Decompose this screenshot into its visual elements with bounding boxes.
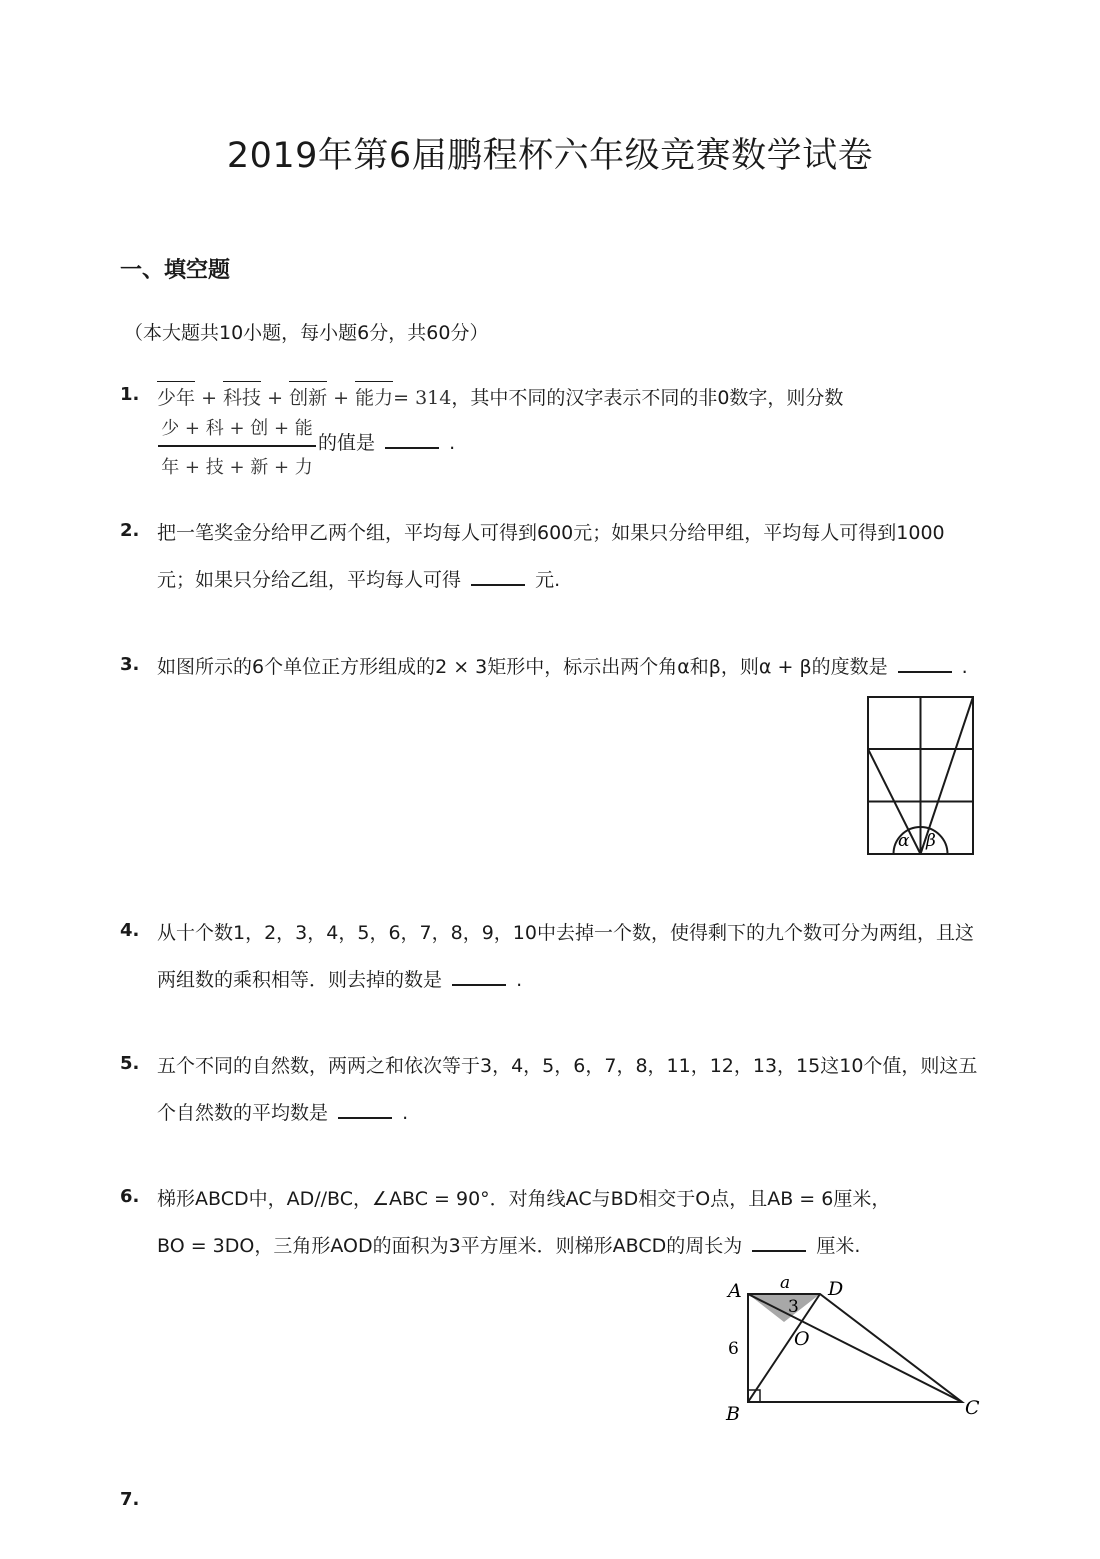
plus-sign: +: [267, 387, 284, 409]
question-text: 梯形ABCD中，AD//BC，∠ABC = 90°．对角线AC与BD相交于O点，且AB = 6厘米，: [157, 1188, 891, 1210]
question-text: 如图所示的6个单位正方形组成的2 × 3矩形中，标示出两个角α和β，则α + β的度数是: [157, 656, 888, 678]
area-label: 3: [788, 1297, 799, 1317]
period: .: [402, 1102, 409, 1124]
point-label-o: O: [794, 1328, 810, 1350]
plus-sign: +: [201, 387, 217, 409]
trapezoid-figure: [718, 1270, 990, 1430]
question-2-line2: [157, 565, 560, 592]
fraction: [158, 414, 316, 479]
question-text: BO = 3DO，三角形AOD的面积为3平方厘米．则梯形ABCD的周长为: [157, 1235, 743, 1257]
alpha-label: α: [898, 831, 910, 851]
section-heading: 一、填空题: [120, 258, 231, 283]
vertex-label-d: D: [828, 1278, 844, 1300]
question-6-line2: [157, 1231, 860, 1258]
answer-blank[interactable]: [898, 655, 952, 673]
question-1-equation: [157, 381, 843, 410]
question-text: 个自然数的平均数是: [157, 1102, 329, 1124]
side-label-a: a: [780, 1273, 791, 1293]
question-text: 两组数的乘积相等．则去掉的数是: [157, 969, 443, 991]
answer-blank[interactable]: [338, 1101, 392, 1119]
question-5-line2: [157, 1098, 408, 1125]
question-text: 五个不同的自然数，两两之和依次等于3，4，5，6，7，8，11，12，13，15这10个值，则这五: [157, 1055, 978, 1077]
vertex-label-a: A: [728, 1280, 742, 1302]
question-text: 元；如果只分给乙组，平均每人可得: [157, 569, 462, 591]
question-number: 3.: [120, 654, 140, 675]
question-1-tail: [318, 428, 455, 455]
question-number: 2.: [120, 520, 140, 541]
grid-angle-figure: [866, 695, 976, 859]
answer-blank[interactable]: [452, 968, 506, 986]
answer-blank[interactable]: [752, 1234, 806, 1252]
question-text: 把一笔奖金分给甲乙两个组，平均每人可得到600元；如果只分给甲组，平均每人可得到1000: [157, 522, 945, 544]
question-number: 4.: [120, 920, 140, 941]
fraction-denominator: 年 + 技 + 新 + 力: [161, 457, 313, 478]
section-note: （本大题共10小题，每小题6分，共60分）: [124, 322, 489, 344]
beta-label: β: [926, 831, 936, 851]
triangle-aod-shaded: [748, 1294, 820, 1322]
plus-sign: +: [333, 387, 350, 409]
vertex-label-c: C: [965, 1397, 980, 1419]
question-number: 1.: [120, 384, 140, 405]
period: .: [961, 656, 968, 678]
diagonal-ac: [748, 1294, 962, 1402]
answer-blank[interactable]: [385, 431, 439, 449]
page-title: 2019年第6届鹏程杯六年级竞赛数学试卷: [226, 136, 874, 176]
question-text: 从十个数1，2，3，4，5，6，7，8，9，10中去掉一个数，使得剩下的九个数可分为两组，且这: [157, 922, 974, 944]
question-3-line1: [157, 652, 968, 679]
unit-text: 厘米.: [816, 1235, 861, 1257]
question-text: ，其中不同的汉字表示不同的非0数字，则分数: [451, 387, 844, 409]
term-3: 创新: [289, 381, 327, 410]
question-4-line2: [157, 965, 522, 992]
question-number: 7.: [120, 1489, 140, 1510]
question-number: 6.: [120, 1186, 140, 1207]
term-1: 少年: [157, 381, 195, 410]
fraction-numerator: 少 + 科 + 创 + 能: [158, 414, 316, 447]
side-length-label: 6: [728, 1339, 739, 1359]
term-4: 能力: [355, 381, 393, 410]
answer-blank[interactable]: [471, 568, 525, 586]
vertex-label-b: B: [726, 1403, 740, 1425]
unit-text: 元.: [535, 569, 561, 591]
equals-value: = 314: [393, 387, 452, 409]
question-number: 5.: [120, 1053, 140, 1074]
period: .: [516, 969, 523, 991]
period: .: [449, 432, 456, 454]
question-text: 的值是: [318, 432, 376, 454]
term-2: 科技: [223, 381, 261, 410]
